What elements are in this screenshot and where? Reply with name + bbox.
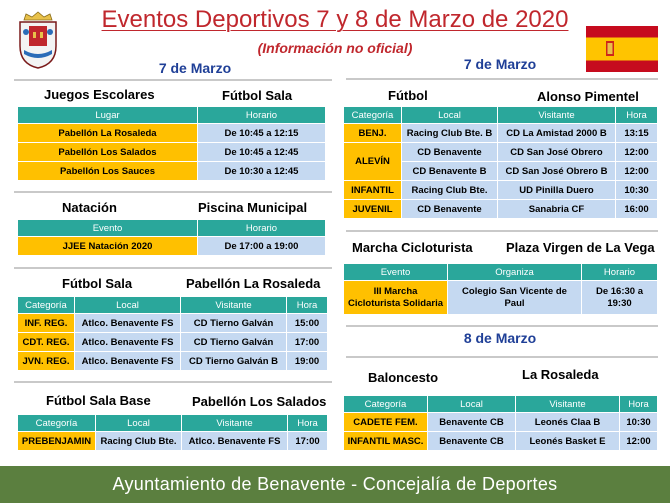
cell-horario: De 17:00 a 19:00 [198,237,326,256]
cell-categoria: INF. REG. [18,314,75,333]
column-header: Hora [620,396,658,413]
section-title-futsal: Fútbol Sala [62,276,133,291]
cell-organiza [448,281,582,315]
table-row [18,352,328,371]
table-row [18,432,328,451]
table-futsal-base [18,415,328,451]
divider [346,230,658,232]
footer-text: Ayuntamiento de Benavente - Concejalía de Deportes [112,474,558,494]
divider [346,325,658,327]
divider [14,267,332,269]
column-header: Categoría [344,396,428,413]
cell-local: Racing Club Bte. [402,181,498,200]
section-venue-futsal: Pabellón La Rosaleda [186,276,321,291]
cell-hora: 13:15 [616,124,658,143]
cell-lugar: Pabellón La Rosaleda [18,124,198,143]
table-row [344,143,658,162]
cell-visitante: Sanabria CF [498,200,616,219]
section-venue-juegos: Fútbol Sala [222,88,293,103]
cell-local: Benavente CB [428,413,516,432]
cell-hora: 17:00 [287,333,328,352]
cell-evento: JJEE Natación 2020 [18,237,198,256]
column-header: Local [96,415,182,432]
table-futbol [344,107,658,219]
cell-categoria: ALEVÍN [344,143,402,181]
column-header: Hora [288,415,328,432]
time-line-1: De 16:30 a [595,285,643,297]
table-marcha [344,264,658,315]
table-row [18,124,326,143]
column-header: Horario [198,220,326,237]
section-venue-baloncesto: La Rosaleda [522,367,599,382]
cell-visitante: CD Tierno Galván B [181,352,287,371]
page-title: Eventos Deportivos 7 y 8 de Marzo de 2020 [101,6,569,33]
cell-visitante: CD San José Obrero [498,143,616,162]
cell-horario: De 10:45 a 12:15 [198,124,326,143]
column-header: Hora [287,297,328,314]
cell-horario: De 10:30 a 12:45 [198,162,326,181]
table-row [18,237,326,256]
cell-horario: De 10:45 a 12:45 [198,143,326,162]
table-baloncesto [344,396,658,451]
cell-local: CD Benavente B [402,162,498,181]
table-row [18,143,326,162]
cell-hora: 10:30 [616,181,658,200]
section-venue-natacion: Piscina Municipal [198,200,308,215]
cell-lugar: Pabellón Los Sauces [18,162,198,181]
table-juegos [18,107,326,181]
column-header: Visitante [181,297,287,314]
time-line-2: 19:30 [607,297,632,309]
cell-visitante: CD San José Obrero B [498,162,616,181]
section-title-natacion: Natación [62,200,117,215]
table-futsal [18,297,328,371]
cell-categoria: CADETE FEM. [344,413,428,432]
cell-visitante: CD La Amistad 2000 B [498,124,616,143]
cell-local: Atlco. Benavente FS [75,314,181,333]
cell-categoria: CDT. REG. [18,333,75,352]
section-venue-futsal-base: Pabellón Los Salados [192,394,327,409]
cell-hora: 12:00 [620,432,658,451]
divider [346,78,658,80]
table-natacion [18,220,326,256]
column-header: Categoría [18,297,75,314]
divider [346,356,658,358]
column-header: Visitante [498,107,616,124]
cell-local: CD Benavente [402,143,498,162]
section-title-baloncesto: Baloncesto [368,370,439,385]
column-header: Horario [582,264,658,281]
date-label-right-2: 8 de Marzo [463,330,537,346]
cell-categoria: JUVENIL [344,200,402,219]
date-label-right: 7 de Marzo [463,56,537,72]
cell-evento [344,281,448,315]
cell-hora: 19:00 [287,352,328,371]
cell-visitante: UD Pinilla Duero [498,181,616,200]
table-row [344,200,658,219]
divider [14,381,332,383]
table-row [18,333,328,352]
org-line-2: Paul [504,297,525,309]
cell-categoria: BENJ. [344,124,402,143]
cell-hora: 10:30 [620,413,658,432]
cell-categoria: JVN. REG. [18,352,75,371]
divider [14,191,332,193]
cell-local: Racing Club Bte. B [402,124,498,143]
column-header: Horario [198,107,326,124]
table-row [344,413,658,432]
page-subtitle: (Información no oficial) [257,40,413,56]
event-line-1: III Marcha [373,285,418,297]
spain-flag-icon [586,26,658,72]
cell-local: Racing Club Bte. [96,432,182,451]
coat-of-arms-icon [14,10,62,70]
cell-hora: 17:00 [288,432,328,451]
column-header: Local [75,297,181,314]
org-line-1: Colegio San Vicente de [462,285,567,297]
cell-hora: 12:00 [616,162,658,181]
table-row [344,124,658,143]
divider [14,79,332,81]
column-header: Organiza [448,264,582,281]
cell-visitante: Leonés Basket E [516,432,620,451]
column-header: Visitante [516,396,620,413]
cell-local: Atlco. Benavente FS [75,333,181,352]
cell-categoria: INFANTIL MASC. [344,432,428,451]
cell-hora: 16:00 [616,200,658,219]
table-row [344,432,658,451]
column-header: Visitante [182,415,288,432]
event-line-2: Cicloturista Solidaria [347,297,444,309]
column-header: Hora [616,107,658,124]
column-header: Evento [18,220,198,237]
cell-local: Atlco. Benavente FS [75,352,181,371]
cell-visitante: Leonés Claa B [516,413,620,432]
cell-hora: 15:00 [287,314,328,333]
section-venue-marcha: Plaza Virgen de La Vega [506,240,655,255]
section-title-marcha: Marcha Cicloturista [352,240,473,255]
column-header: Categoría [344,107,402,124]
cell-lugar: Pabellón Los Salados [18,143,198,162]
table-row [344,281,658,315]
cell-visitante: Atlco. Benavente FS [182,432,288,451]
table-row [18,314,328,333]
cell-horario [582,281,658,315]
column-header: Categoría [18,415,96,432]
cell-categoria: INFANTIL [344,181,402,200]
table-row [18,162,326,181]
section-title-futbol: Fútbol [388,88,428,103]
column-header: Local [428,396,516,413]
column-header: Evento [344,264,448,281]
cell-hora: 12:00 [616,143,658,162]
cell-local: CD Benavente [402,200,498,219]
cell-visitante: CD Tierno Galván [181,333,287,352]
cell-local: Benavente CB [428,432,516,451]
table-row [344,181,658,200]
column-header: Lugar [18,107,198,124]
section-title-juegos: Juegos Escolares [44,87,155,102]
section-title-futsal-base: Fútbol Sala Base [46,393,151,408]
date-label-left: 7 de Marzo [158,60,232,76]
section-venue-futbol: Alonso Pimentel [537,89,639,104]
column-header: Local [402,107,498,124]
cell-visitante: CD Tierno Galván [181,314,287,333]
cell-categoria: PREBENJAMIN [18,432,96,451]
